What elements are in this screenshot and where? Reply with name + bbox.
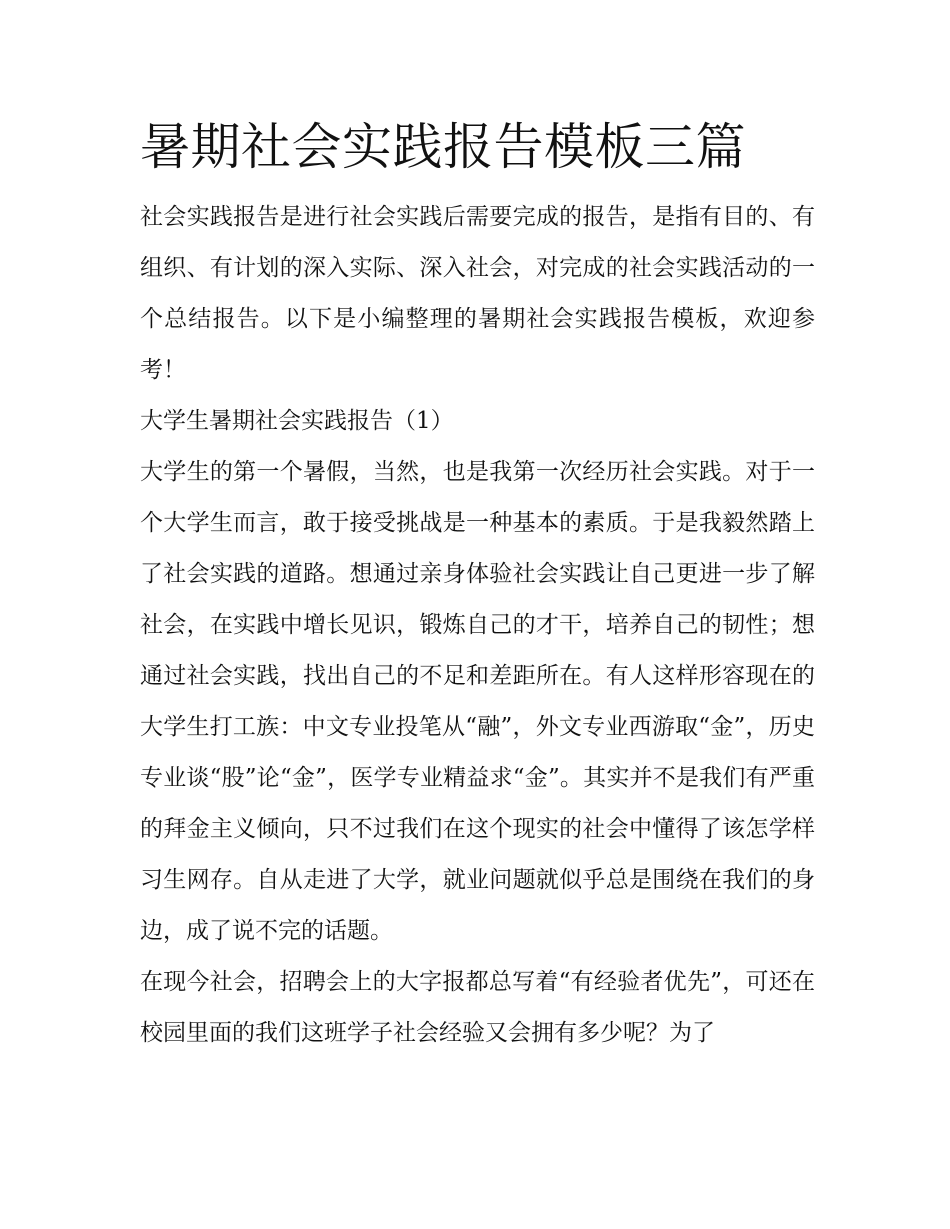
document-title: 暑期社会实践报告模板三篇 (140, 118, 746, 176)
section-heading: 大学生暑期社会实践报告（1） (140, 408, 454, 434)
body-paragraph-1: 大学生的第一个暑假，当然，也是我第一次经历社会实践。对于一个大学生而言，敢于接受挑战是一种基本的素质。于是我毅然踏上了社会实践的道路。想通过亲身体验社会实践让自己更进一步了解社会，在实践中增长见识，锻炼自己的才干，培养自己的韧性；想通过社会实践，找出自己的不足和差距所在。有人这样形容现在的大学生打工族：中文专业投笔从“融”，外文专业西游取“金”，历史专业谈“股”论“金”，医学专业精益求“金”。其实并不是我们有严重的拜金主义倾向，只不过我们在这个现实的社会中懂得了该怎学样习生网存。自从走进了大学，就业问题就似乎总是围绕在我们的身边，成了说不完的话题。 (140, 459, 815, 944)
body-paragraph-2: 在现今社会，招聘会上的大字报都总写着“有经验者优先”，可还在校园里面的我们这班学子社会经验又会拥有多少呢？为了 (140, 969, 815, 1046)
document-body (140, 112, 815, 1059)
intro-paragraph: 社会实践报告是进行社会实践后需要完成的报告，是指有目的、有组织、有计划的深入实际、深入社会，对完成的社会实践活动的一个总结报告。以下是小编整理的暑期社会实践报告模板，欢迎参考！ (140, 204, 815, 383)
